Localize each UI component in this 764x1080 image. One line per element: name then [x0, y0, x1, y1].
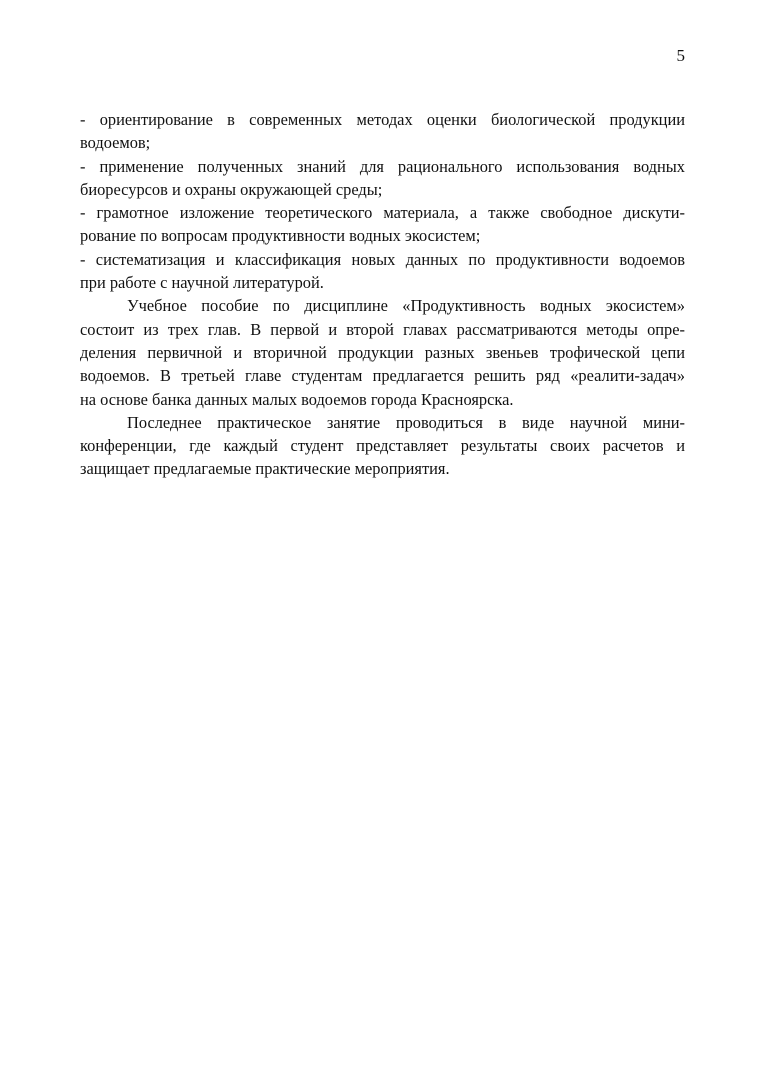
text-line: рование по вопросам продуктивности водных экосистем;	[80, 226, 481, 246]
text-line: конференции, где каждый студент представляет результаты своих расчетов и	[80, 436, 685, 456]
list-item	[80, 155, 685, 202]
paragraph	[80, 294, 685, 410]
list-item	[80, 108, 685, 155]
text-line: защищает предлагаемые практические мероприятия.	[80, 459, 450, 479]
text-line: на основе банка данных малых водоемов города Красноярска.	[80, 389, 514, 409]
paragraph	[80, 411, 685, 481]
list-item	[80, 248, 685, 295]
body-text	[80, 108, 685, 481]
page-number: 5	[676, 46, 685, 65]
text-line: - применение полученных знаний для рационального использования водных	[80, 156, 685, 176]
text-line: деления первичной и вторичной продукции разных звеньев трофической цепи	[80, 342, 685, 362]
text-line: состоит из трех глав. В первой и второй главах рассматриваются методы опре-	[80, 319, 685, 339]
text-line: водоемов;	[80, 133, 151, 153]
text-line: Учебное пособие по дисциплине «Продуктивность водных экосистем»	[127, 296, 685, 316]
text-line: при работе с научной литературой.	[80, 273, 324, 293]
text-line: - ориентирование в современных методах оценки биологической продукции	[80, 110, 685, 129]
text-line: Последнее практическое занятие проводиться в виде научной мини-	[127, 412, 685, 432]
text-line: водоемов. В третьей главе студентам предлагается решить ряд «реалити-задач»	[80, 366, 685, 386]
text-line: - систематизация и классификация новых данных по продуктивности водоемов	[80, 249, 685, 269]
text-line: биоресурсов и охраны окружающей среды;	[80, 179, 383, 199]
text-line: - грамотное изложение теоретического материала, а также свободное дискути-	[80, 203, 685, 223]
list-item	[80, 201, 685, 248]
